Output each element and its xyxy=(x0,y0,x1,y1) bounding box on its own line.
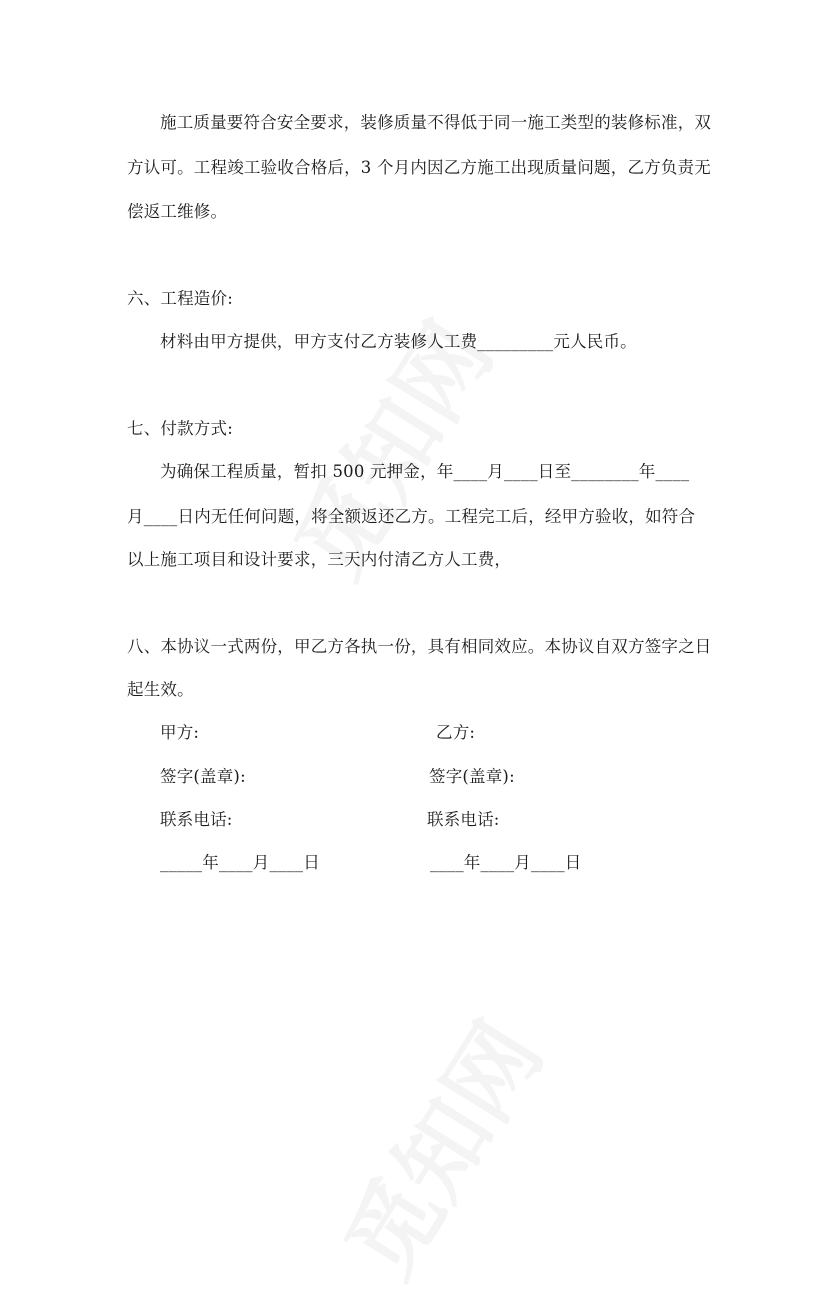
party-a-date-field: _____年____月____日 xyxy=(160,853,320,872)
party-b-phone-field: 联系电话: xyxy=(427,810,500,829)
section-6-line-1: 材料由甲方提供，甲方支付乙方装修人工费_________元人民币。 xyxy=(160,332,637,351)
section-7-line-3: 以上施工项目和设计要求，三天内付清乙方人工费， xyxy=(127,550,512,569)
party-b-label: 乙方: xyxy=(436,723,476,742)
section-8-line-1: 八、本协议一式两份，甲乙方各执一份，具有相同效应。本协议自双方签字之日 xyxy=(127,637,712,656)
quality-paragraph-line-3: 偿返工维修。 xyxy=(127,202,228,221)
party-b-signature-field: 签字(盖章): xyxy=(429,767,515,786)
section-7-heading: 七、付款方式: xyxy=(127,419,233,438)
section-8-line-2: 起生效。 xyxy=(127,680,194,699)
party-a-label: 甲方: xyxy=(160,723,200,742)
watermark-logo-bottom xyxy=(309,994,567,1298)
party-a-signature-field: 签字(盖章): xyxy=(160,767,246,786)
party-a-phone-field: 联系电话: xyxy=(160,810,233,829)
section-7-line-1: 为确保工程质量，暂扣 500 元押金，年____月____日至________年____ xyxy=(160,462,690,481)
quality-paragraph-line-1: 施工质量要符合安全要求，装修质量不得低于同一施工类型的装修标准，双 xyxy=(160,113,712,132)
party-b-date-field: ____年____月____日 xyxy=(430,853,582,872)
section-6-heading: 六、工程造价: xyxy=(127,289,233,308)
section-7-line-2: 月____日内无任何问题，将全额返还乙方。工程完工后，经甲方验收，如符合 xyxy=(127,507,696,526)
quality-paragraph-line-2: 方认可。工程竣工验收合格后，3 个月内因乙方施工出现质量问题，乙方负责无 xyxy=(127,158,711,177)
